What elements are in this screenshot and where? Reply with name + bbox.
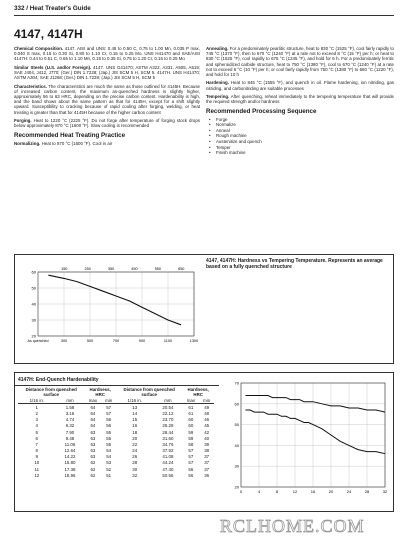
sub-head: 1/16 in. <box>18 397 56 404</box>
ann-text: For a predominately pearlitic structure, heat to 830 °C (1525 °F), cool fairly rapidly to 745 °C (1370 °F), then to 670 °C (1240 °F) at a rate not to exceed 8 °C (15 °F) per h; or heat to 830 °C (1525 °F), cool rapidly to 675 °C (1245 °F), and hold for 6 h. For a predominately ferritic and spheroidized carbide structure, heat to 750 °C (1380 °F), cool to 670 °C (1240 °F) at a rate not to exceed 6 °C (10 °F) per h; or cool fairly rapidly from 750 °C (1380 °F) to 660 °C (1220 °F), and hold for 10 h <box>206 46 394 78</box>
table-cell: 5 <box>35 429 38 435</box>
table-row <box>18 472 214 478</box>
table-cell: 55 <box>106 441 112 447</box>
list-item: • Normalize <box>216 122 394 128</box>
table-cell: 3.16 <box>65 410 75 416</box>
table-cell: 41.08 <box>162 454 174 460</box>
table-cell: 6 <box>35 435 38 441</box>
x-tick-label: 1100 <box>163 339 173 343</box>
table-cell: 20 <box>132 435 138 441</box>
table-cell: 64 <box>90 410 96 416</box>
table-cell: 60 <box>188 417 194 423</box>
table-cell: 1.58 <box>65 404 75 410</box>
table-cell: 54 <box>106 448 112 454</box>
sub-head: mm <box>56 397 85 404</box>
norm-text: Heat to 870 °C (1600 °F). Cool in air <box>41 140 113 146</box>
forg-heading: Forging. <box>14 118 32 123</box>
table-body <box>18 404 214 479</box>
list-item: • Forge <box>216 117 394 123</box>
table-cell: 62 <box>90 460 96 466</box>
table-cell: 53 <box>106 460 112 466</box>
table-cell: 11 <box>34 466 40 472</box>
hardness-curve <box>48 275 181 325</box>
table-cell: 20.54 <box>162 404 174 410</box>
char-text: The characteristics are much the same as those outlined for 4145H. Because of increased carbon content, the maximum as-quenched hardness is slightly higher, approximately 56 to 63 HRC, depending on the precise carbon content. Hardenability is high, and the band shows about the same pattern as that for 4145H, except for a shift slightly upward. Susceptibility to cracking because of rapid cooling after forging, welding, or heat treating is greater than that for 4145H because of the higher carbon content <box>14 83 201 115</box>
list-item: • Anneal <box>216 128 394 134</box>
table-cell: 16 <box>132 423 138 429</box>
table-cell: 63 <box>90 429 96 435</box>
sub-head: min <box>199 397 214 404</box>
col-head-hardness: Hardness, HRC <box>89 387 111 397</box>
table-cell: 12.64 <box>64 448 76 454</box>
table-cell: 56 <box>106 417 112 423</box>
top-tick-label: 350 <box>107 267 115 271</box>
x-tick-label: As quenched <box>27 339 49 343</box>
x-tick-label: 500 <box>86 339 94 343</box>
x-tick-label: 32 <box>382 489 388 494</box>
min-hardness-curve <box>246 410 386 454</box>
table-cell: 56 <box>106 423 112 429</box>
sub-head: mm <box>154 397 183 404</box>
table-cell: 59 <box>188 429 194 435</box>
heat-treat-heading: Recommended Heat Treating Practice <box>14 131 126 139</box>
y-tick-label: 30 <box>234 463 239 469</box>
table-cell: 57 <box>188 454 194 460</box>
hardening <box>206 80 394 90</box>
table-cell: 24 <box>132 448 138 454</box>
y-tick-label: 40 <box>31 301 36 307</box>
x-tick-label: 24 <box>346 489 352 494</box>
x-tick-label: 16 <box>310 489 316 494</box>
annealing <box>206 46 394 77</box>
table-cell: 6.32 <box>65 423 75 429</box>
hardenability-table <box>18 387 214 478</box>
sub-head: 1/16 in. <box>116 397 154 404</box>
norm-heading: Normalizing. <box>14 140 41 146</box>
table-cell: 9 <box>35 454 38 460</box>
table-cell: 44.24 <box>162 460 174 466</box>
table-cell: 64 <box>90 423 96 429</box>
top-tick-label: 250 <box>84 267 91 271</box>
table-cell: 57 <box>106 410 112 416</box>
table-cell: 11.06 <box>64 441 76 447</box>
table-cell: 34.76 <box>162 441 174 447</box>
table-cell: 15.80 <box>64 460 76 466</box>
table-cell: 62 <box>90 472 96 478</box>
header-rule <box>14 15 394 16</box>
x-tick-label: 8 <box>275 489 279 494</box>
x-tick-label: 28 <box>364 489 370 494</box>
table-cell: 12 <box>34 472 40 478</box>
table-cell: 8 <box>35 448 38 454</box>
chem-text: 4147. AISI and UNS: 0.45 to 0.50 C, 0.75 to 1.00 Mn, 0.035 P max, 0.040 S max, 0.15 to 0.30 Si, 0.80 to 1.10 Cr, 0.15 to 0.25 Mo. UNS H41470 and SAE/AISI 4147H: 0.44 to 0.51 C, 0.65 to 1.10 Mn, 0.15 to 0.35 Si, 0.75 to 1.20 Cr, 0.15 to 0.25 Mo <box>14 46 200 62</box>
table-cell: 63 <box>90 441 96 447</box>
table-cell: 60 <box>188 423 194 429</box>
list-item: • Austenitize and quench <box>216 139 394 145</box>
col-head-hardness: Hardness, HRC <box>187 387 209 397</box>
page-title: 4147, 4147H <box>14 27 83 41</box>
table-cell: 45 <box>204 423 210 429</box>
table-cell: 58 <box>188 441 194 447</box>
left-column <box>14 46 200 149</box>
similar-steels <box>14 65 200 81</box>
table-cell: 64 <box>90 417 96 423</box>
table-cell: 37 <box>204 466 210 472</box>
table-cell: 40 <box>204 435 210 441</box>
top-tick-label: 550 <box>154 267 162 271</box>
table-cell: 56 <box>188 466 194 472</box>
col-head-distance: Distance from quenched surface <box>123 387 175 397</box>
end-quench-chart <box>221 375 391 509</box>
table-cell: 61 <box>188 410 194 416</box>
top-tick-label: 150 <box>61 267 68 271</box>
hard-text: Heat to 845 °C (1555 °F), and quench in oil. Flame hardening, ion nitriding, gas nitriding, and carbonitriding are suitable processes <box>206 80 394 91</box>
list-item: • Temper <box>216 145 394 151</box>
table-cell: 51 <box>106 472 112 478</box>
ann-heading: Annealing. <box>206 46 229 51</box>
y-tick-label: 50 <box>234 422 239 428</box>
table-cell: 22 <box>132 441 138 447</box>
table-cell: 3 <box>35 417 38 423</box>
table-row <box>18 404 214 411</box>
table-cell: 63 <box>90 448 96 454</box>
col-head-distance: Distance from quenched surface <box>25 387 77 397</box>
list-item: • Rough machine <box>216 133 394 139</box>
sim-heading: Similar Steels (U.S. and/or Foreign). <box>14 64 92 70</box>
running-header: 332 / Heat Treater's Guide <box>14 5 91 12</box>
x-tick-label: 12 <box>292 489 298 494</box>
sequence-list <box>206 117 394 156</box>
table-cell: 37 <box>204 460 210 466</box>
tempering-chart <box>16 256 206 362</box>
table-cell: 55 <box>106 429 112 435</box>
sim-text: 4147. UNS G41470; ASTM A322, A331, A505, A519; SAE J404, J412, J770; (Ger.) DIN 1.7228; (Jap.) JIS SCM 5 H, SCM 5. 4147H. UNS H41470; ASTM A304; SAE J1268; (Ger.) DIN 1.7228; (Jap.) JIS SCM 5 H, SCM 5 <box>14 64 200 81</box>
temp-heading: Tempering. <box>206 94 230 99</box>
table-cell: 32 <box>132 472 138 478</box>
sub-head: max <box>84 397 101 404</box>
table-cell: 63 <box>90 435 96 441</box>
top-tick-label: 450 <box>131 267 138 271</box>
table-cell: 52 <box>106 466 112 472</box>
table-cell: 57 <box>188 448 194 454</box>
chemical-composition <box>14 46 200 62</box>
table-cell: 2 <box>35 410 38 416</box>
table-cell: 37.92 <box>162 448 174 454</box>
y-tick-label: 20 <box>234 484 239 490</box>
y-tick-label: 60 <box>31 269 36 275</box>
table-cell: 54 <box>106 454 112 460</box>
table-cell: 63 <box>90 454 96 460</box>
table-cell: 42 <box>204 429 210 435</box>
table-cell: 59 <box>188 435 194 441</box>
table-cell: 30 <box>132 466 138 472</box>
table-cell: 57 <box>106 404 112 410</box>
sub-head: max <box>182 397 199 404</box>
top-tick-label: 650 <box>178 267 185 271</box>
x-tick-label: 0 <box>239 489 243 494</box>
list-item: • Finish machine <box>216 150 394 156</box>
table-cell: 62 <box>90 466 96 472</box>
table-cell: 31.60 <box>162 435 174 441</box>
figure-caption: 4147, 4147H: Hardness vs Tempering Temperature. Represents an average based on a fully quenched structure <box>206 258 383 270</box>
table-cell: 10 <box>34 460 40 466</box>
x-tick-label: 1300 <box>189 339 199 343</box>
table-cell: 46 <box>204 417 210 423</box>
table-cell: 14.22 <box>64 454 76 460</box>
watermark: RCLHOME.COM <box>220 516 365 536</box>
y-tick-label: 70 <box>234 380 239 386</box>
table-cell: 9.48 <box>65 435 75 441</box>
table-cell: 4.74 <box>65 417 75 423</box>
table-cell: 47.40 <box>162 466 174 472</box>
x-tick-label: 300 <box>60 339 68 343</box>
table-title-rule <box>14 385 219 386</box>
temp-text: After quenching, reheat immediately to the tempering temperature that will provide the required strength and/or hardness <box>206 94 394 105</box>
table-cell: 39 <box>204 441 210 447</box>
table-cell: 18 <box>132 429 138 435</box>
table-cell: 23.70 <box>162 417 174 423</box>
table-cell: 48 <box>204 410 210 416</box>
table-cell: 15 <box>132 417 138 423</box>
table-cell: 17.38 <box>64 466 76 472</box>
x-tick-label: 20 <box>328 489 334 494</box>
y-tick-label: 60 <box>234 401 239 407</box>
table-cell: 4 <box>35 423 38 429</box>
table-cell: 36 <box>204 472 210 478</box>
table-cell: 55 <box>106 435 112 441</box>
table-cell: 22.12 <box>162 410 174 416</box>
char-heading: Characteristics. <box>14 83 47 89</box>
table-cell: 50.56 <box>162 472 174 478</box>
hard-heading: Hardening. <box>206 80 229 86</box>
table-cell: 61 <box>188 404 194 410</box>
table-cell: 1 <box>35 404 38 410</box>
table-title: 4147H: End-Quench Hardenability <box>18 377 99 383</box>
normalizing <box>14 141 200 146</box>
table-cell: 18.96 <box>64 472 76 478</box>
table-cell: 49 <box>204 404 210 410</box>
characteristics <box>14 84 200 115</box>
table-cell: 56 <box>188 472 194 478</box>
tempering <box>206 94 394 104</box>
forg-text: Heat to 1220 °C (2225 °F). Do not forge after temperature of forging stock drops below approximately 870 °C (1600 °F). Slow cooling is recommended <box>14 118 200 129</box>
table-cell: 38 <box>204 448 210 454</box>
sub-head: min <box>101 397 116 404</box>
table-cell: 64 <box>90 404 96 410</box>
table-cell: 7 <box>35 441 38 447</box>
y-tick-label: 40 <box>234 442 239 448</box>
table-cell: 57 <box>188 460 194 466</box>
y-tick-label: 50 <box>31 285 36 291</box>
table-cell: 37 <box>204 454 210 460</box>
table-cell: 28.44 <box>162 429 174 435</box>
right-column <box>206 46 394 156</box>
chem-heading: Chemical Composition. <box>14 46 64 51</box>
x-tick-label: 4 <box>257 489 261 494</box>
table-cell: 7.90 <box>65 429 75 435</box>
y-tick-label: 30 <box>31 317 36 323</box>
table-cell: 13 <box>132 404 138 410</box>
forging <box>14 118 200 128</box>
sequence-heading: Recommended Processing Sequence <box>206 107 317 115</box>
x-tick-label: 900 <box>138 339 146 343</box>
y-tick-label: 20 <box>31 333 36 339</box>
table-cell: 14 <box>132 410 138 416</box>
table-cell: 25.28 <box>162 423 174 429</box>
table-cell: 28 <box>132 460 138 466</box>
table-cell: 26 <box>132 454 138 460</box>
x-tick-label: 700 <box>112 339 120 343</box>
